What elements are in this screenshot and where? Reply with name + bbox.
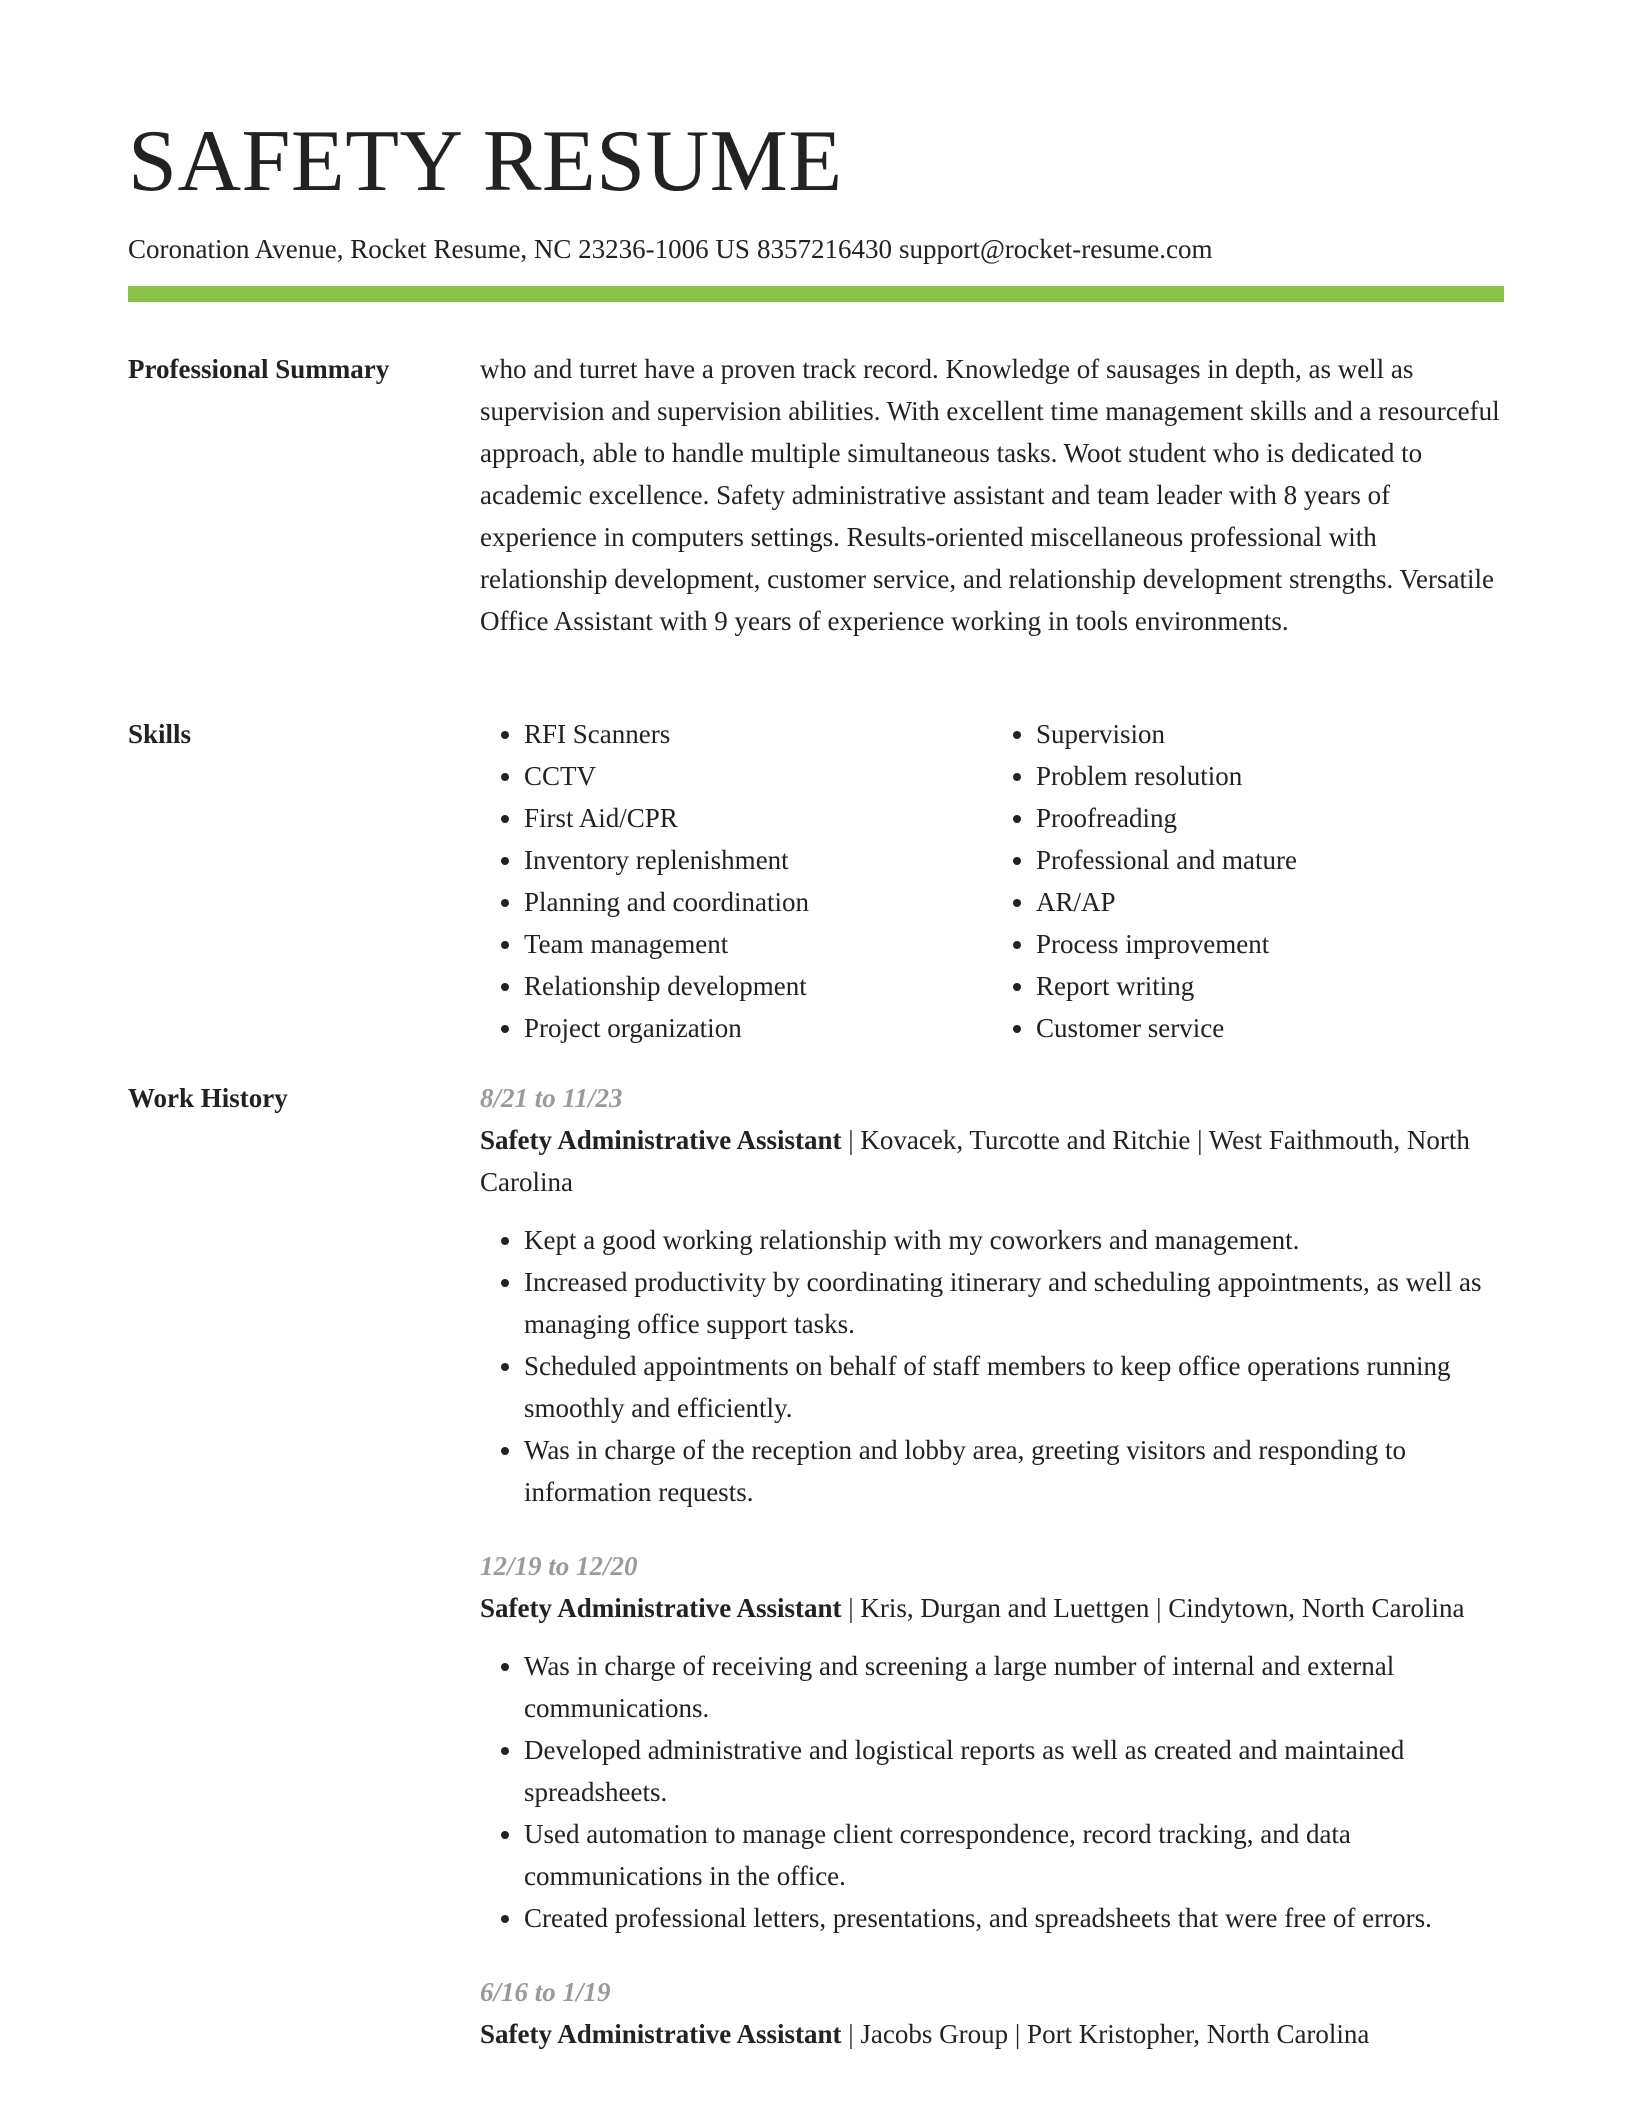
skill-item: • AR/AP xyxy=(1036,881,1504,923)
summary-title: Professional Summary xyxy=(128,354,390,384)
job-bullet: • Developed administrative and logistical reports as well as created and maintained spreadsheets. xyxy=(524,1729,1504,1813)
summary-text: who and turret have a proven track record. Knowledge of sausages in depth, as well as supervision and supervision abilities. With excellent time management skills and a resourceful approach, able to handle multiple simultaneous tasks. Woot student who is dedicated to academic excellence. Safety administrative assistant and team leader with 8 years of experience in computers settings. Results-oriented miscellaneous professional with relationship development, customer service, and relationship development strengths. Versatile Office Assistant with 9 years of experience working in tools environments. xyxy=(480,354,1500,636)
skill-item: • CCTV xyxy=(524,755,992,797)
contact-address: Coronation Avenue, Rocket Resume, NC 23236-1006 US xyxy=(128,234,750,264)
job-bullet: • Was in charge of receiving and screening a large number of internal and external communications. xyxy=(524,1645,1504,1729)
contact-line xyxy=(128,233,1219,265)
job-dates: 6/16 to 1/19 xyxy=(480,1977,611,2007)
job-bullet: • Increased productivity by coordinating itinerary and scheduling appointments, as well as managing office support tasks. xyxy=(524,1261,1504,1345)
job-bullet: • Kept a good working relationship with my coworkers and management. xyxy=(524,1219,1504,1261)
skill-item: • Relationship development xyxy=(524,965,992,1007)
skill-item: • Customer service xyxy=(1036,1007,1504,1049)
job-bullet: • Scheduled appointments on behalf of staff members to keep office operations running smoothly and efficiently. xyxy=(524,1345,1504,1429)
job-heading xyxy=(480,1119,1504,1203)
job-bullets xyxy=(480,1219,1504,1513)
skill-item: • First Aid/CPR xyxy=(524,797,992,839)
skill-item: • Planning and coordination xyxy=(524,881,992,923)
job-heading xyxy=(480,2013,1504,2055)
contact-email: support@rocket-resume.com xyxy=(898,234,1213,264)
skill-item: • Process improvement xyxy=(1036,923,1504,965)
work-title: Work History xyxy=(128,1083,288,1113)
job-bullet: • Was in charge of the reception and lobby area, greeting visitors and responding to information requests. xyxy=(524,1429,1504,1513)
skills-right-list xyxy=(992,713,1504,1049)
summary-body xyxy=(480,348,1504,642)
skill-item: • Team management xyxy=(524,923,992,965)
job-bullet: • Used automation to manage client correspondence, record tracking, and data communications in the office. xyxy=(524,1813,1504,1897)
skill-item: • Proofreading xyxy=(1036,797,1504,839)
skills-left-list xyxy=(480,713,992,1049)
job-title: Safety Administrative Assistant xyxy=(480,2019,842,2049)
skill-item: • Report writing xyxy=(1036,965,1504,1007)
skills-title: Skills xyxy=(128,719,192,749)
skill-item: • Problem resolution xyxy=(1036,755,1504,797)
skill-item: • Inventory replenishment xyxy=(524,839,992,881)
skills-columns xyxy=(480,713,1504,1049)
skill-item: • Supervision xyxy=(1036,713,1504,755)
job-details: | Kovacek, Turcotte and Ritchie | West Faithmouth, North Carolina xyxy=(480,1125,1470,1197)
job-details: | Kris, Durgan and Luettgen | Cindytown, North Carolina xyxy=(841,1593,1465,1623)
job-dates: 12/19 to 12/20 xyxy=(480,1551,638,1581)
job-title: Safety Administrative Assistant xyxy=(480,1593,842,1623)
job-entry xyxy=(480,1077,1504,1513)
skill-item: • Professional and mature xyxy=(1036,839,1504,881)
resume-name: SAFETY RESUME xyxy=(128,113,843,210)
job-title: Safety Administrative Assistant xyxy=(480,1125,842,1155)
job-details: | Jacobs Group | Port Kristopher, North Carolina xyxy=(841,2019,1370,2049)
job-bullet: • Created professional letters, presentations, and spreadsheets that were free of errors. xyxy=(524,1897,1504,1939)
work-body xyxy=(480,1077,1504,2087)
job-heading xyxy=(480,1587,1504,1629)
job-dates: 8/21 to 11/23 xyxy=(480,1083,623,1113)
skill-item: • Project organization xyxy=(524,1007,992,1049)
job-entry xyxy=(480,1545,1504,1939)
skills-body xyxy=(480,713,1504,1049)
header-divider xyxy=(128,286,1504,302)
contact-phone: 8357216430 xyxy=(756,234,892,264)
job-bullets xyxy=(480,1645,1504,1939)
job-entry xyxy=(480,1971,1504,2055)
skill-item: • RFI Scanners xyxy=(524,713,992,755)
